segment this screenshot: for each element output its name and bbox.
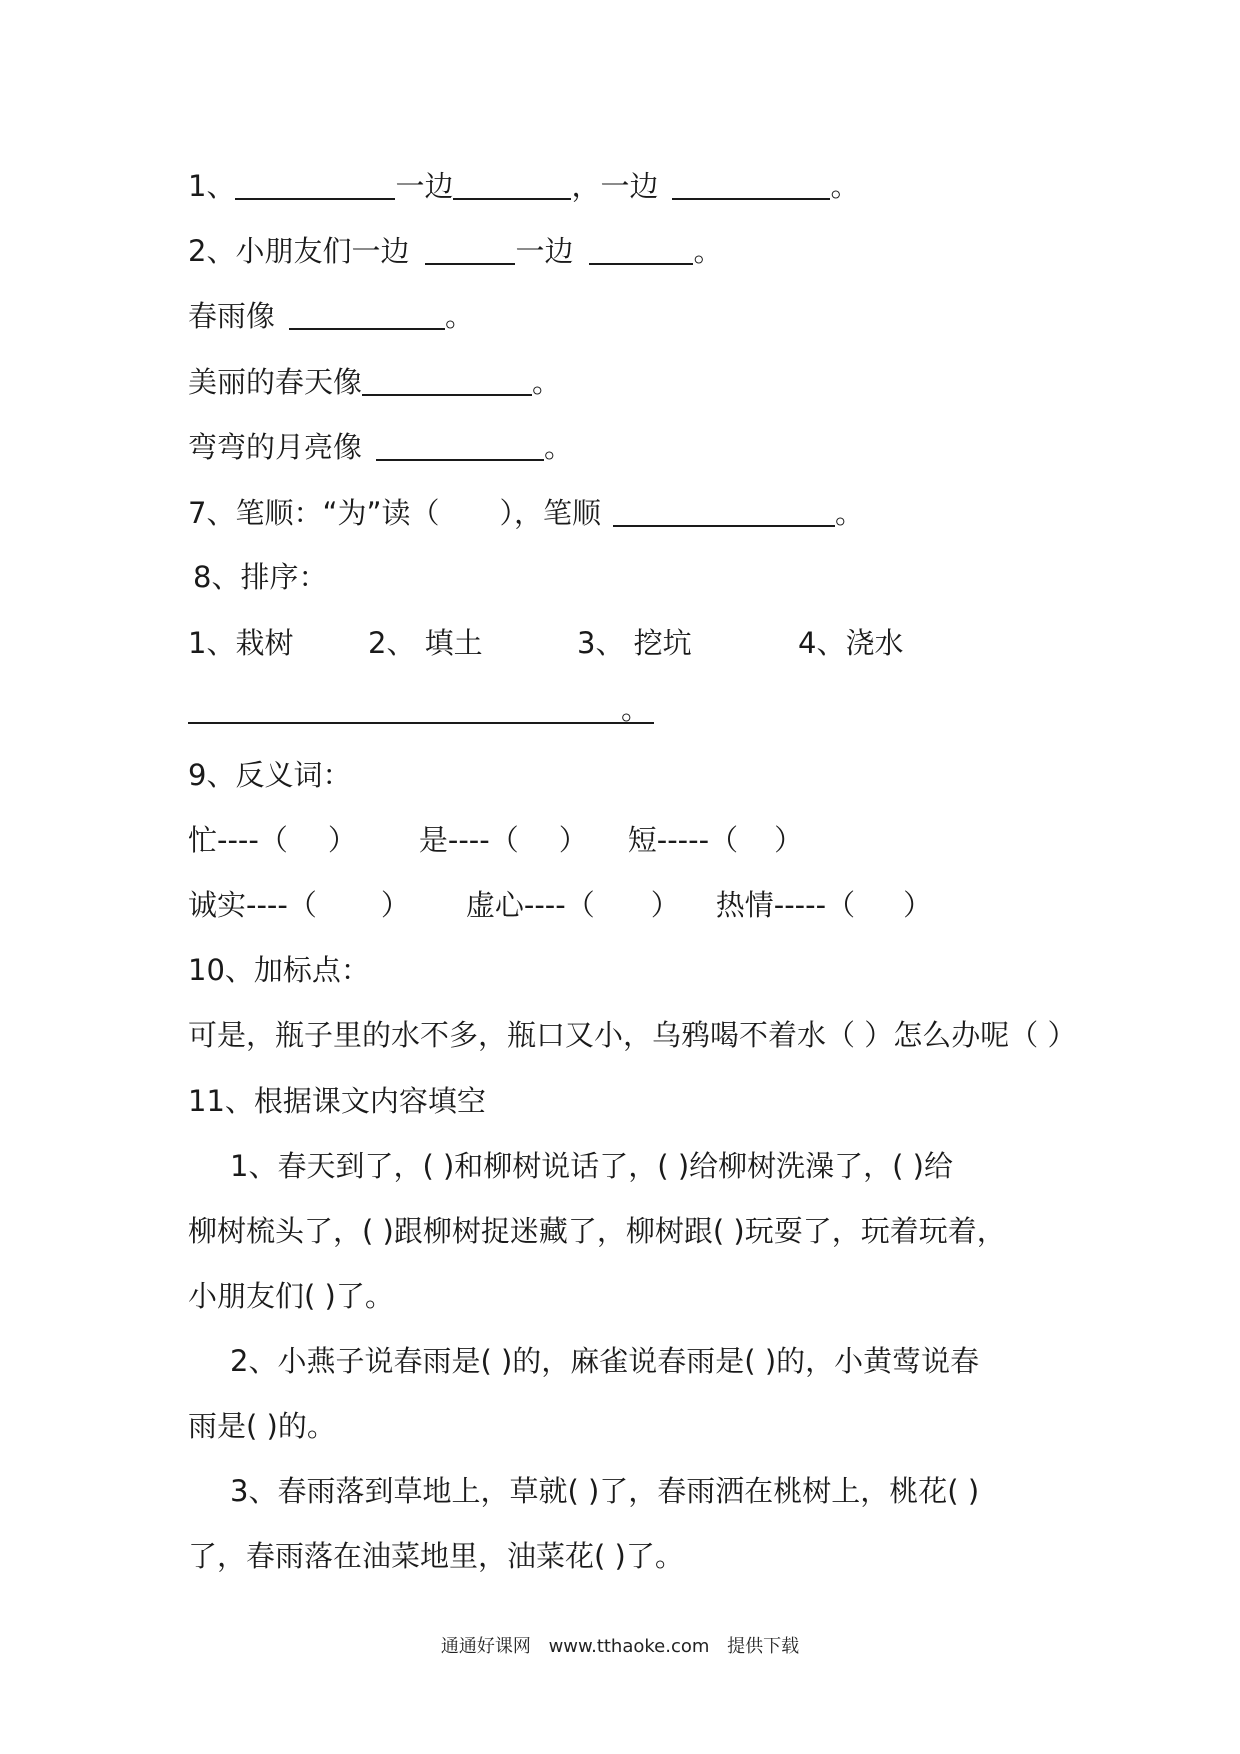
antonym-row-2: 诚实----（ ） 虚心----（ ） 热情-----（ ） <box>188 888 933 922</box>
question-11-title: 11、根据课文内容填空 <box>188 1084 486 1118</box>
footer-site-name: 通通好课网 <box>440 1636 531 1657</box>
antonym-row-1: 忙----（ ） 是----（ ） 短-----（ ） <box>188 823 804 857</box>
fill-paragraph-2-line-2: 雨是( )的。 <box>188 1409 336 1443</box>
fill-paragraph-2-line-1: 2、小燕子说春雨是( )的，麻雀说春雨是( )的，小黄莺说春 <box>230 1344 980 1378</box>
answer-blank[interactable] <box>613 495 835 527</box>
answer-blank[interactable] <box>425 233 515 265</box>
order-item: 3、 挖坑 <box>577 626 692 660</box>
question-10-title: 10、加标点： <box>188 953 370 987</box>
answer-blank[interactable] <box>672 168 830 200</box>
fill-paragraph-1-line-2: 柳树梳头了，( )跟柳树捉迷藏了，柳树跟( )玩耍了，玩着玩着， <box>188 1214 1006 1248</box>
question-5: 弯弯的月亮像 。 <box>188 430 574 464</box>
order-answer-line <box>188 690 654 730</box>
answer-blank[interactable] <box>589 233 693 265</box>
punctuation-sentence: 可是，瓶子里的水不多，瓶口又小，乌鸦喝不着水（ ）怎么办呢（ ） <box>188 1018 1077 1052</box>
fill-paragraph-1-line-1: 1、春天到了，( )和柳树说话了，( )给柳树洗澡了，( )给 <box>230 1149 953 1183</box>
answer-blank[interactable] <box>376 429 544 461</box>
page-footer <box>0 1634 1240 1660</box>
answer-blank[interactable] <box>362 364 532 396</box>
answer-blank[interactable] <box>289 298 445 330</box>
order-item: 1、栽树 <box>188 626 294 660</box>
footer-note: 提供下载 <box>727 1636 800 1657</box>
question-4: 美丽的春天像 。 <box>188 365 562 399</box>
question-8-title: 8、排序： <box>193 560 328 594</box>
order-item: 4、浇水 <box>798 626 904 660</box>
fill-paragraph-3-line-2: 了，春雨落在油菜地里，油菜花( )了。 <box>188 1539 684 1573</box>
question-9-title: 9、反义词： <box>188 758 352 792</box>
question-3: 春雨像 。 <box>188 299 475 333</box>
footer-url[interactable]: www.tthaoke.com <box>548 1636 710 1657</box>
answer-blank[interactable] <box>235 168 395 200</box>
fill-paragraph-3-line-1: 3、春雨落到草地上，草就( )了，春雨洒在桃树上，桃花( ) <box>230 1474 980 1508</box>
question-7: 7、笔顺：“为”读（ ），笔顺 。 <box>188 496 865 530</box>
order-item: 2、 填土 <box>368 626 483 660</box>
question-1: 1、 一边 ，一边 。 <box>188 169 860 203</box>
answer-blank[interactable] <box>453 168 571 200</box>
question-2: 2、小朋友们一边 一边 。 <box>188 234 723 268</box>
fill-paragraph-1-line-3: 小朋友们( )了。 <box>188 1279 394 1313</box>
answer-blank[interactable]: 。 <box>188 692 654 724</box>
